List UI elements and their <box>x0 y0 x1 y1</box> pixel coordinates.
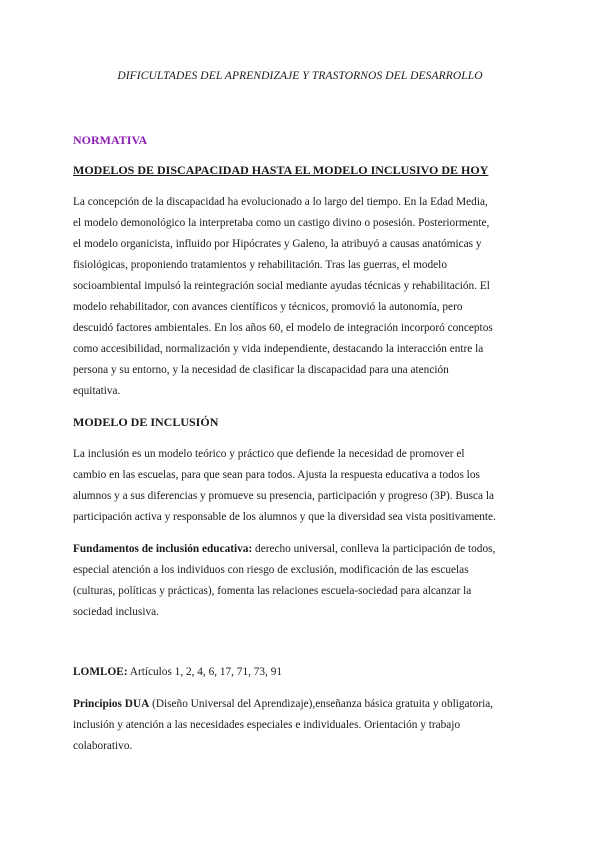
paragraph-line: La concepción de la discapacidad ha evolucionado a lo largo del tiempo. En la Edad Media, <box>73 196 488 208</box>
paragraph-line: (culturas, políticas y prácticas), fomenta las relaciones escuela-sociedad para alcanzar la <box>73 585 472 597</box>
paragraph-line: persona y su entorno, y la necesidad de clasificar la discapacidad para una atención <box>73 364 449 376</box>
inclusion-heading: MODELO DE INCLUSIÓN <box>73 415 219 429</box>
fundamentos-first-line: derecho universal, conlleva la participación de todos, <box>252 543 496 555</box>
paragraph-line: el modelo demonológico la interpretaba como un castigo divino o posesión. Posteriormente, <box>73 217 490 229</box>
section-label-normativa: NORMATIVA <box>73 133 148 147</box>
paragraph-line: el modelo organicista, influido por Hipócrates y Galeno, la atribuyó a causas anatómicas y <box>73 238 482 250</box>
paragraph-line: especial atención a los individuos con riesgo de exclusión, modificación de las escuelas <box>73 564 469 576</box>
models-heading: MODELOS DE DISCAPACIDAD HASTA EL MODELO INCLUSIVO DE HOY <box>73 163 489 177</box>
dua-label: Principios DUA <box>73 698 150 710</box>
fundamentos-label: Fundamentos de inclusión educativa: <box>73 543 253 555</box>
inclusion-paragraph <box>73 444 528 528</box>
lomloe-articles: Artículos 1, 2, 4, 6, 17, 71, 73, 91 <box>127 666 282 678</box>
paragraph-line: modelo rehabilitador, con avances científicos y técnicos, promovió la autonomía, pero <box>73 301 463 313</box>
paragraph-line: como accesibilidad, normalización y vida independiente, destacando la interacción entre la <box>73 343 484 355</box>
paragraph-line <box>73 694 528 715</box>
paragraph-line: socioambiental impulsó la reintegración social mediante ayudas técnicas y rehabilitación. El <box>73 280 490 292</box>
models-paragraph <box>73 192 528 402</box>
lomloe-paragraph <box>73 662 528 683</box>
fundamentos-paragraph <box>73 539 528 623</box>
dua-paragraph <box>73 694 528 757</box>
paragraph-line <box>73 539 528 560</box>
paragraph-line: sociedad inclusiva. <box>73 606 159 618</box>
document-title: DIFICULTADES DEL APRENDIZAJE Y TRASTORNOS DEL DESARROLLO <box>117 70 483 82</box>
paragraph-line: cambio en las escuelas, para que sean para todos. Ajusta la respuesta educativa a todos los <box>73 469 480 481</box>
paragraph-line: colaborativo. <box>73 740 133 752</box>
paragraph-line: equitativa. <box>73 385 121 397</box>
lomloe-label: LOMLOE: <box>73 666 128 678</box>
dua-first-line: (Diseño Universal del Aprendizaje),enseñanza básica gratuita y obligatoria, <box>149 698 494 710</box>
paragraph-line: participación activa y responsable de los alumnos y que la diversidad sea vista positivamente. <box>73 511 496 523</box>
paragraph-line: fisiológicas, proponiendo tratamientos y rehabilitación. Tras las guerras, el modelo <box>73 259 447 271</box>
paragraph-line <box>73 662 528 683</box>
paragraph-line: alumnos y a sus diferencias y promueve su presencia, participación y progreso (3P). Busca la <box>73 490 494 502</box>
paragraph-line: descuidó factores ambientales. En los años 60, el modelo de integración incorporó conceptos <box>73 322 493 334</box>
paragraph-line: inclusión y atención a las necesidades especiales e individuales. Orientación y trabajo <box>73 719 461 731</box>
paragraph-line: La inclusión es un modelo teórico y práctico que defiende la necesidad de promover el <box>73 448 465 460</box>
